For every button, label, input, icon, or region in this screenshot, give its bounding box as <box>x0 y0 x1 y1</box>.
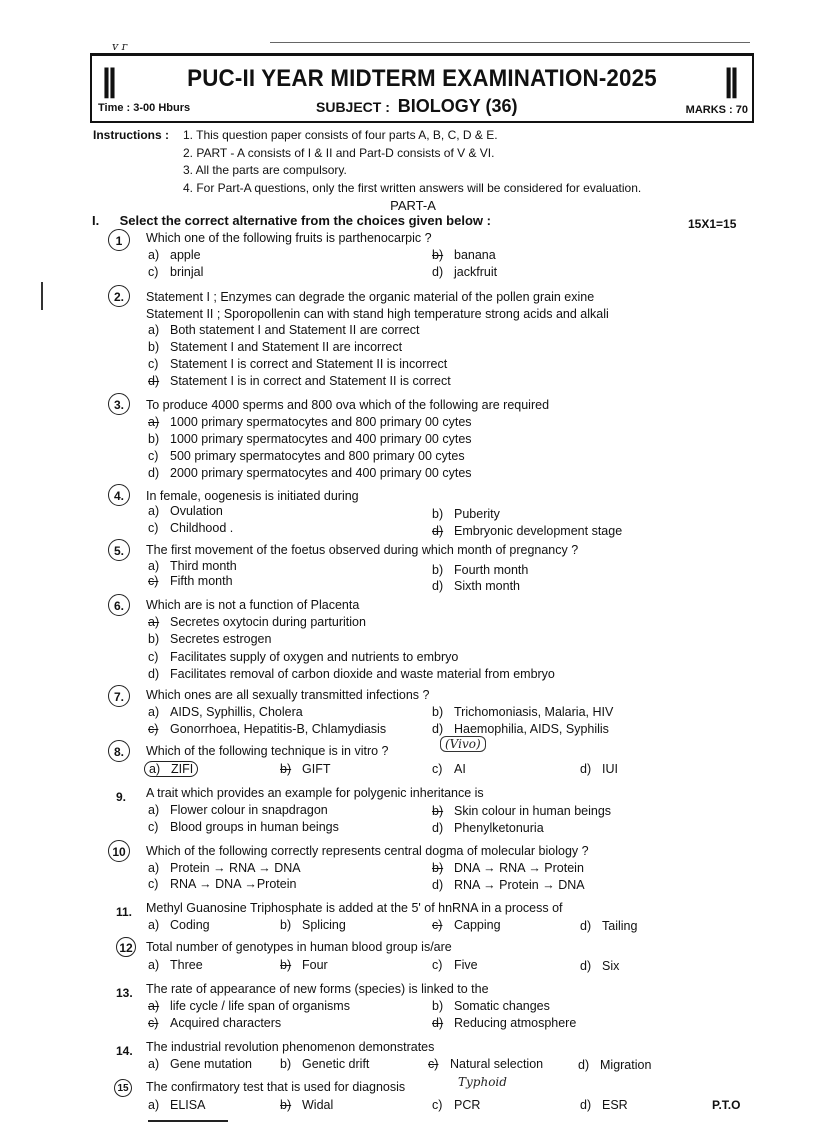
option-a[interactable]: a) AIDS, Syphillis, Cholera <box>148 705 303 719</box>
question-number: 5. <box>108 539 130 561</box>
question-number: 1 <box>108 229 130 251</box>
option-d[interactable]: d) Statement I is in correct and Statement II is correct <box>148 374 451 388</box>
question-number: 9. <box>116 790 127 804</box>
option-a[interactable]: a) Secretes oxytocin during parturition <box>148 615 366 629</box>
option-a[interactable]: a) apple <box>148 248 201 262</box>
question-number: 12 <box>116 937 136 957</box>
option-d[interactable]: d) Six <box>580 959 620 973</box>
instruction-item: 1. This question paper consists of four parts A, B, C, D & E. <box>183 128 498 142</box>
question-text: The rate of appearance of new forms (species) is linked to the <box>146 982 489 996</box>
option-b[interactable]: b) Trichomoniasis, Malaria, HIV <box>432 705 614 719</box>
option-b[interactable]: b) banana <box>432 248 496 262</box>
header-bars-left: || <box>102 62 114 98</box>
option-c[interactable]: c) AI <box>432 762 466 776</box>
option-c[interactable]: c) Facilitates supply of oxygen and nutrients to embryo <box>148 650 459 664</box>
section-marks: 15X1=15 <box>688 217 737 231</box>
handwritten-annotation: Typhoid <box>458 1075 507 1089</box>
part-title: PART-A <box>390 198 436 213</box>
handwritten-scribble: ᴠ ᴦ <box>112 40 128 53</box>
option-d[interactable]: d) IUI <box>580 762 618 776</box>
option-b[interactable]: b) Somatic changes <box>432 999 550 1013</box>
option-c[interactable]: c) Acquired characters <box>148 1016 282 1030</box>
question-text: In female, oogenesis is initiated during <box>146 489 359 503</box>
option-d[interactable]: d) RNA → Protein → DNA <box>432 878 585 892</box>
question-number: 13. <box>116 986 133 1000</box>
option-b[interactable]: b) 1000 primary spermatocytes and 400 primary 00 cytes <box>148 432 472 446</box>
option-c[interactable]: c) 500 primary spermatocytes and 800 primary 00 cytes <box>148 449 465 463</box>
option-d[interactable]: d) Sixth month <box>432 579 521 593</box>
section-number: I. <box>92 213 100 228</box>
option-c[interactable]: c) brinjal <box>148 265 204 279</box>
option-b[interactable]: b) Statement I and Statement II are incorrect <box>148 340 403 354</box>
exam-header <box>90 53 754 123</box>
exam-subject <box>316 96 518 117</box>
option-a[interactable]: a) life cycle / life span of organisms <box>148 999 350 1013</box>
section-heading <box>92 213 491 228</box>
question-number: 15 <box>114 1079 132 1097</box>
question-number: 14. <box>116 1044 133 1058</box>
option-a[interactable]: a) Coding <box>148 918 210 932</box>
option-c[interactable]: c) Fifth month <box>148 574 233 588</box>
option-a[interactable]: a) ELISA <box>148 1098 206 1112</box>
instructions-list <box>183 127 803 197</box>
option-b[interactable]: b) Fourth month <box>432 563 529 577</box>
option-a[interactable]: a) Both statement I and Statement II are correct <box>148 323 420 337</box>
option-c[interactable]: c) Blood groups in human beings <box>148 820 339 834</box>
option-a[interactable]: a) Third month <box>148 559 237 573</box>
option-d[interactable]: d) Haemophilia, AIDS, Syphilis <box>432 722 609 736</box>
question-number: 7. <box>108 685 130 707</box>
question-text: Which ones are all sexually transmitted infections ? <box>146 688 430 702</box>
question-number: 4. <box>108 484 130 506</box>
question-text: The industrial revolution phenomenon demonstrates <box>146 1040 435 1054</box>
question-text: The first movement of the foetus observed during which month of pregnancy ? <box>146 543 579 557</box>
option-b[interactable]: b) Skin colour in human beings <box>432 804 612 818</box>
question-number: 11. <box>116 905 133 919</box>
exam-title: PUC-II YEAR MIDTERM EXAMINATION-2025 <box>187 65 657 92</box>
question-number: 6. <box>108 594 130 616</box>
option-c[interactable]: c) Five <box>432 958 478 972</box>
instructions-label: Instructions : <box>93 128 170 142</box>
option-a[interactable]: a) ZIFI <box>144 761 198 777</box>
exam-time: Time : 3-00 Hburs <box>98 102 191 114</box>
option-a[interactable]: a) 1000 primary spermatocytes and 800 primary 00 cytes <box>148 415 472 429</box>
underline-mark <box>148 1120 228 1122</box>
option-c[interactable]: c) RNA → DNA →Protein <box>148 877 297 891</box>
option-a[interactable]: a) Protein → RNA → DNA <box>148 861 301 875</box>
question-text: Total number of genotypes in human blood group is/are <box>146 940 452 954</box>
subject-label: SUBJECT : <box>316 99 390 115</box>
margin-mark <box>41 282 43 310</box>
option-d[interactable]: d) Facilitates removal of carbon dioxide and waste material from embryo <box>148 667 555 681</box>
option-c[interactable]: c) Capping <box>432 918 501 932</box>
option-d[interactable]: d) Migration <box>578 1058 652 1072</box>
option-b[interactable]: b) Four <box>280 958 328 972</box>
option-c[interactable]: c) Childhood . <box>148 521 234 535</box>
question-number: 8. <box>108 740 130 762</box>
option-a[interactable]: a) Three <box>148 958 203 972</box>
question-number: 10 <box>108 840 130 862</box>
option-d[interactable]: d) Reducing atmosphere <box>432 1016 577 1030</box>
question-text: The confirmatory test that is used for diagnosis <box>146 1080 406 1094</box>
question-text: A trait which provides an example for polygenic inheritance is <box>146 786 484 800</box>
option-b[interactable]: b) Splicing <box>280 918 346 932</box>
option-b[interactable]: b) GIFT <box>280 762 331 776</box>
question-number: 3. <box>108 393 130 415</box>
page-turn-over: P.T.O <box>712 1098 741 1112</box>
question-number: 2. <box>108 285 130 307</box>
question-text-2: Statement II ; Sporopollenin can with stand high temperature strong acids and alkali <box>146 307 609 321</box>
question-text: Statement I ; Enzymes can degrade the organic material of the pollen grain exine <box>146 290 595 304</box>
subject-name: BIOLOGY (36) <box>397 96 518 116</box>
header-bars-right: || <box>724 62 736 98</box>
option-b[interactable]: b) Widal <box>280 1098 334 1112</box>
option-d[interactable]: d) Phenylketonuria <box>432 821 544 835</box>
question-text: Which one of the following fruits is parthenocarpic ? <box>146 231 432 245</box>
option-c[interactable]: c) Statement I is correct and Statement II is incorrect <box>148 357 448 371</box>
option-a[interactable]: a) Flower colour in snapdragon <box>148 803 328 817</box>
exam-marks: MARKS : 70 <box>685 104 748 116</box>
instruction-item: 4. For Part-A questions, only the first written answers will be considered for evaluation. <box>183 180 642 195</box>
option-d[interactable]: d) ESR <box>580 1098 628 1112</box>
question-text: Methyl Guanosine Triphosphate is added at the 5' of hnRNA in a process of <box>146 901 563 915</box>
question-text: Which are is not a function of Placenta <box>146 598 360 612</box>
option-b[interactable]: b) Puberity <box>432 507 500 521</box>
question-text: Which of the following technique is in vitro ? <box>146 744 389 758</box>
option-d[interactable]: d) 2000 primary spermatocytes and 400 primary 00 cytes <box>148 466 472 480</box>
option-d[interactable]: d) Embryonic development stage <box>432 524 623 538</box>
option-a[interactable]: a) Gene mutation <box>148 1057 252 1071</box>
instruction-item: 2. PART - A consists of I & II and Part-D consists of V & VI. <box>183 145 495 160</box>
option-d[interactable]: d) Tailing <box>580 919 638 933</box>
option-b[interactable]: b) Genetic drift <box>280 1057 370 1071</box>
top-rule <box>270 42 750 43</box>
option-a[interactable]: a) Ovulation <box>148 504 223 518</box>
option-d[interactable]: d) jackfruit <box>432 265 498 279</box>
section-heading-text: Select the correct alternative from the choices given below : <box>119 213 491 228</box>
instruction-item: 3. All the parts are compulsory. <box>183 163 347 177</box>
option-b[interactable]: b) DNA → RNA → Protein <box>432 861 584 875</box>
option-c[interactable]: c) PCR <box>432 1098 481 1112</box>
question-text: To produce 4000 sperms and 800 ova which of the following are required <box>146 398 550 412</box>
option-c[interactable]: c) Gonorrhoea, Hepatitis-B, Chlamydiasis <box>148 722 387 736</box>
option-b[interactable]: b) Secretes estrogen <box>148 632 272 646</box>
handwritten-annotation: (Vivo) <box>440 736 486 752</box>
option-c[interactable]: c) Natural selection <box>428 1057 544 1071</box>
question-text: Which of the following correctly represents central dogma of molecular biology ? <box>146 844 589 858</box>
